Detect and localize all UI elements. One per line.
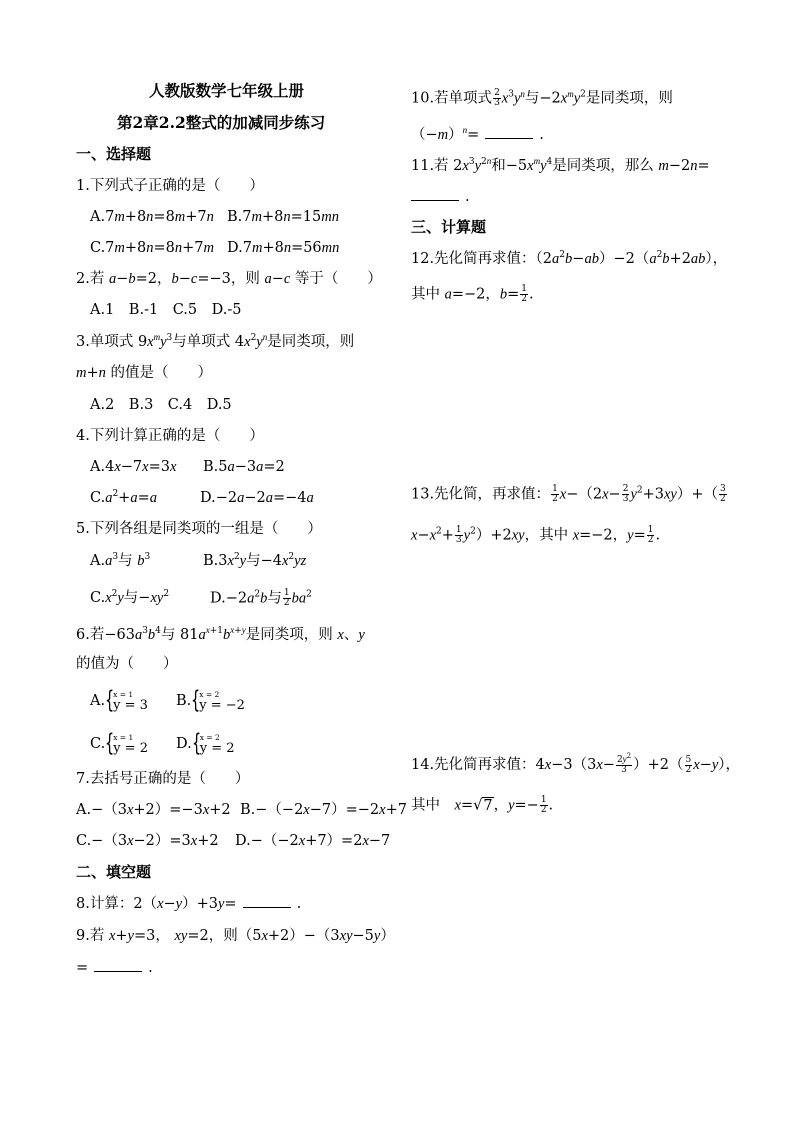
q6-option-b: B. { x = 2 y = −2 xyxy=(176,690,245,712)
q6-stem-line1: 6.若$-63a^3b^4$与 $81a^{x+1}b^{x+y}$是同类项，则 x、y xyxy=(76,625,365,643)
q7-option-a: A.−（3x+2）=−3x+2 xyxy=(76,802,231,818)
q2-options: A.1 B.-1 C.5 D.-5 xyxy=(90,302,242,318)
q10-answer-blank[interactable] xyxy=(485,126,533,139)
q9-stem-line1: 9.若 x+y=3， xy=2，则（5x+2）−（3xy−5y） xyxy=(76,928,395,944)
q6-stem-line2: 的值为（ ） xyxy=(76,656,178,672)
q3-options: A.2 B.3 C.4 D.5 xyxy=(90,397,232,413)
section-fill: 二、填空题 xyxy=(76,863,152,881)
q5-option-c: $C.x^2y$与$-xy^2$ xyxy=(90,589,170,606)
q9-stem-line2: = . xyxy=(76,960,153,976)
q4-option-b: B.5a−3a=2 xyxy=(203,459,285,475)
q1-option-a: A.7m+8n=8m+7n xyxy=(90,209,214,225)
q5-option-a: $A.a^3$与 $b^3$ xyxy=(90,552,151,569)
q5-option-b: $B.3x^2y$与$-4x^2yz$ xyxy=(203,552,307,569)
q7-option-c: C.−（3x−2）=3x+2 xyxy=(76,833,219,849)
q8-stem: 8.计算：2（x−y）+3y= . xyxy=(76,896,302,912)
q12-stem-line2: 其中 a=−2，b= $\frac{1}{2}$ . xyxy=(411,284,534,304)
q10-stem-line2: $(-m)^n=$ . xyxy=(411,125,544,143)
q3-stem-line1: 3.单项式 $9x^my^3$与单项式 $4x^2y^n$是同类项，则 xyxy=(76,332,355,350)
q11-stem: 11.若 $2x^3y^{2n}$和$-5x^my^4$是同类项，那么 m−2n= xyxy=(411,156,710,174)
q1-stem: 1.下列式子正确的是（ ） xyxy=(76,178,264,194)
q4-option-c: $C.a^2+a=a$ xyxy=(90,489,157,506)
q4-stem: 4.下列计算正确的是（ ） xyxy=(76,428,264,444)
q7-option-b: B.−（−2x−7）=−2x+7 xyxy=(240,802,407,818)
q5-option-d: $D.-2a^2b$与 $\frac{1}{2}$ $ba^2$ xyxy=(210,588,312,608)
q1-option-c: C.7m+8n=8n+7m xyxy=(90,240,215,256)
q7-stem: 7.去括号正确的是（ ） xyxy=(76,771,250,787)
q9-answer-blank[interactable] xyxy=(94,959,142,972)
q14-stem-line1: 14.先化简再求值：4x−3（3x− $\frac{2y^2}{3}$ ）+2（ $\frac{5}{2}$ x−y）， xyxy=(411,752,741,775)
q13-stem-line2: $x-x^2+$ $\frac{1}{3}$ $y^2)+2xy$，其中 x=−2，y= $\frac{1}{2}$ . xyxy=(411,525,661,545)
q12-stem-line1: 12.先化简再求值：$(2a^2b-ab)-2(a^2b+2ab)$， xyxy=(411,250,728,267)
q3-stem-line2: m+n 的值是（ ） xyxy=(76,365,212,381)
q4-option-a: A.4x−7x=3x xyxy=(90,459,177,475)
doc-subtitle: 第2章2.2整式的加减同步练习 xyxy=(117,113,326,132)
q10-stem-line1: 10.若单项式 $\frac{2}{3}$ $x^3y^n$与$-2x^my^2$是同类项，则 xyxy=(411,88,673,108)
q4-option-d: D.−2a−2a=−4a xyxy=(200,490,314,506)
q2-stem: 2.若 a−b=2，b−c=−3，则 a−c 等于（ ） xyxy=(76,271,382,287)
q5-stem: 5.下列各组是同类项的一组是（ ） xyxy=(76,521,322,537)
q1-option-b: B.7m+8n=15mn xyxy=(227,209,339,225)
q6-option-a: A. { x = 1 y = 3 xyxy=(90,690,148,712)
q8-answer-blank[interactable] xyxy=(243,895,291,908)
q11-answer-line: . xyxy=(411,188,470,206)
q13-stem-line1: 13.先化简，再求值： $\frac{1}{2}$ x−（2x− $\frac{2}{3}$ $y^2+3xy)+$（ $\frac{3}{2}$ xyxy=(411,484,726,504)
section-calc: 三、计算题 xyxy=(411,218,487,236)
q1-option-d: D.7m+8n=56mn xyxy=(227,240,340,256)
q7-option-d: D.−（−2x+7）=2x−7 xyxy=(235,833,391,849)
doc-title: 人教版数学七年级上册 xyxy=(149,81,305,100)
section-choice: 一、选择题 xyxy=(76,145,152,163)
q11-answer-blank[interactable] xyxy=(411,188,459,201)
q14-stem-line2: 其中 x=√7，y=− $\frac{1}{2}$ . xyxy=(411,795,554,815)
q6-option-d: D. { x = 2 y = 2 xyxy=(176,733,235,755)
q6-option-c: C. { x = 1 y = 2 xyxy=(90,733,148,755)
